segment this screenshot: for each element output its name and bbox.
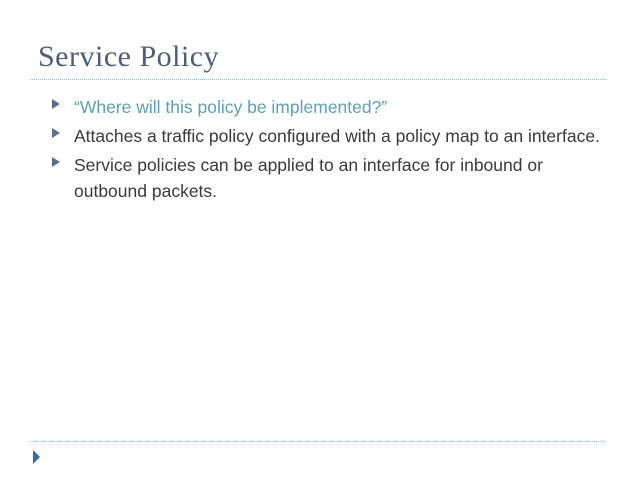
triangle-marker-icon [33,450,40,464]
bullet-item [52,94,612,120]
bullet-list [52,94,612,207]
slide-title: Service Policy [38,40,220,73]
triangle-bullet-icon [52,99,60,109]
bullet-text: Service policies can be applied to an interface for inbound or outbound packets. [74,155,543,201]
triangle-bullet-icon [52,128,60,138]
footer-divider [30,441,605,442]
bullet-item [52,123,612,149]
bullet-item [52,152,612,204]
bullet-text: Attaches a traffic policy configured with a policy map to an interface. [74,126,600,146]
triangle-bullet-icon [52,157,60,167]
title-divider [30,79,605,80]
bullet-text: “Where will this policy be implemented?” [74,97,388,117]
